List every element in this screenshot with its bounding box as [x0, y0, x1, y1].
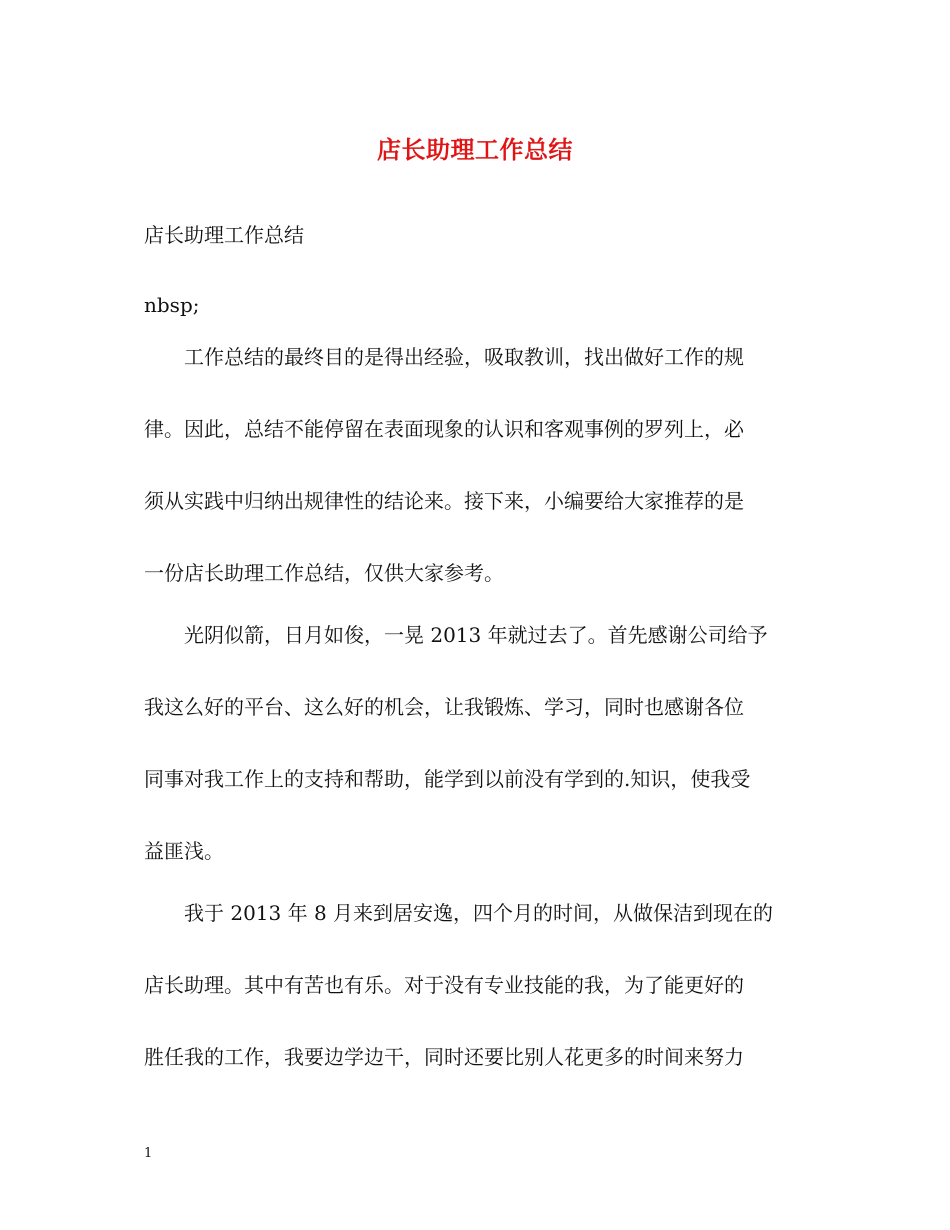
document-subtitle: 店长助理工作总结 — [144, 223, 304, 247]
nbsp-text: nbsp; — [144, 293, 200, 317]
paragraph-line: 工作总结的最终目的是得出经验，吸取教训，找出做好工作的规 — [144, 345, 744, 369]
paragraph-line: 益匪浅。 — [144, 839, 224, 863]
paragraph-line: 一份店长助理工作总结，仅供大家参考。 — [144, 561, 504, 585]
paragraph-line: 我这么好的平台、这么好的机会，让我锻炼、学习，同时也感谢各位 — [144, 695, 744, 719]
paragraph-line: 光阴似箭，日月如俊，一晃 2013 年就过去了。首先感谢公司给予 — [144, 623, 768, 647]
paragraph-line: 胜任我的工作，我要边学边干，同时还要比别人花更多的时间来努力 — [144, 1045, 744, 1069]
document-title: 店长助理工作总结 — [377, 135, 573, 164]
paragraph-line: 律。因此，总结不能停留在表面现象的认识和客观事例的罗列上，必 — [144, 417, 744, 441]
paragraph-line: 我于 2013 年 8 月来到居安逸，四个月的时间，从做保洁到现在的 — [144, 901, 774, 925]
page-number: 1 — [144, 1146, 153, 1161]
paragraph-line: 须从实践中归纳出规律性的结论来。接下来，小编要给大家推荐的是 — [144, 489, 744, 513]
paragraph-line: 同事对我工作上的支持和帮助，能学到以前没有学到的.知识，使我受 — [144, 767, 751, 791]
paragraph-line: 店长助理。其中有苦也有乐。对于没有专业技能的我，为了能更好的 — [144, 973, 744, 997]
